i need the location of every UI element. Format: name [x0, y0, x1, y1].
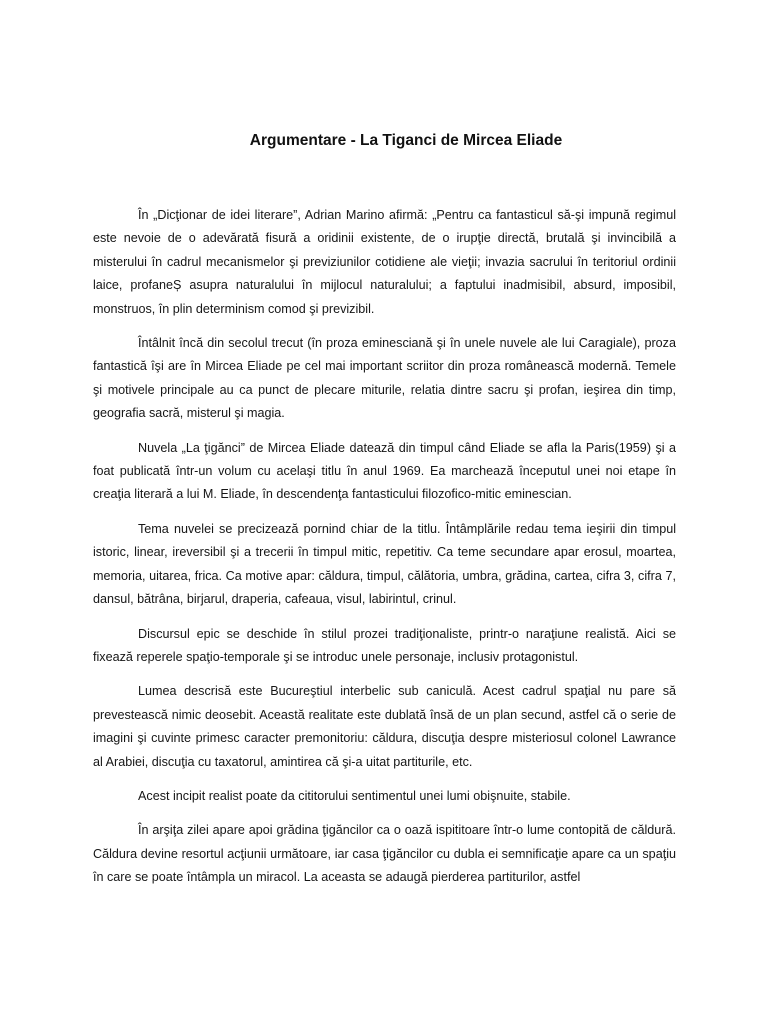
paragraph-4: Tema nuvelei se precizează pornind chiar de la titlu. Întâmplările redau tema ieşirii din timpul istoric, linear, ireversibil şi a trecerii în timpul mitic, repetitiv. Ca teme secundare apar erosul, moartea, memoria, uitarea, frica. Ca motive apar: căldura, timpul, călătoria, umbra, grădina, cartea, cifra 3, cifra 7, dansul, bătrâna, birjarul, draperia, cafeaua, visul, labirintul, crinul.	[93, 521, 676, 607]
paragraph-5: Discursul epic se deschide în stilul prozei tradiţionaliste, printr-o naraţiune realistă. Aici se fixează reperele spaţio-temporale şi se introduc unele personaje, inclusiv protagonistul.	[93, 626, 676, 664]
paragraph-3: Nuvela „La ţigănci” de Mircea Eliade datează din timpul când Eliade se afla la Paris(1959) şi a foat publicată într-un volum cu acelaşi titlu în anul 1969. Ea marchează începutul unei noi etape în creaţia literară a lui M. Eliade, în descendenţa fantasticului filozofico-mitic eminescian.	[93, 440, 676, 502]
paragraph-2: Întâlnit încă din secolul trecut (în proza eminesciană şi în unele nuvele ale lui Caragiale), proza fantastică îşi are în Mircea Eliade pe cel mai important scriitor din proza românească modernă. Temele şi motivele principale au ca punct de plecare miturile, relatia dintre sacru şi profan, ieşirea din timp, geografia sacră, misterul şi magia.	[93, 336, 676, 421]
document-title: Argumentare - La Tiganci de Mircea Eliade	[249, 132, 563, 149]
paragraph-6: Lumea descrisă este Bucureştiul interbelic sub caniculă. Acest cadrul spaţial nu pare să prevestească nimic deosebit. Această realitate este dublată însă de un plan secund, astfel că o serie de imagini şi cuvinte primesc caracter premonitoriu: căldura, discuţia despre misteriosul colonel Lawrance al Arabiei, discuţia cu taxatorul, amintirea că şi-a uitat partiturile, etc.	[93, 684, 676, 769]
document-body	[93, 204, 676, 890]
paragraph-8: În arşiţa zilei apare apoi grădina ţigăncilor ca o oază ispititoare într-o lume contopită de căldură. Căldura devine resortul acţiunii următoare, iar casa ţigăncilor cu dubla ei semnificaţie apare ca un spaţiu în care se poate întâmpla un miracol. La aceasta se adaugă pierderea partiturilor, astfel	[93, 823, 676, 885]
paragraph-7: Acest incipit realist poate da cititorului sentimentul unei lumi obişnuite, stabile.	[138, 788, 571, 803]
paragraph-1: În „Dicţionar de idei literare”, Adrian Marino afirmă: „Pentru ca fantasticul să-şi impună regimul este nevoie de o adevărată fisură a oridinii existente, de o irupţie directă, brutală şi invincibilă a misterului în cadrul mecanismelor şi previziunilor cotidiene ale vieţii; invazia sacrului în teritoriul ordinii laice, profaneȘ asupra naturalului în mijlocul naturalului; a faptului inadmisibil, absurd, imposibil, monstruos, în plin determinism comod şi previzibil.	[93, 208, 676, 316]
